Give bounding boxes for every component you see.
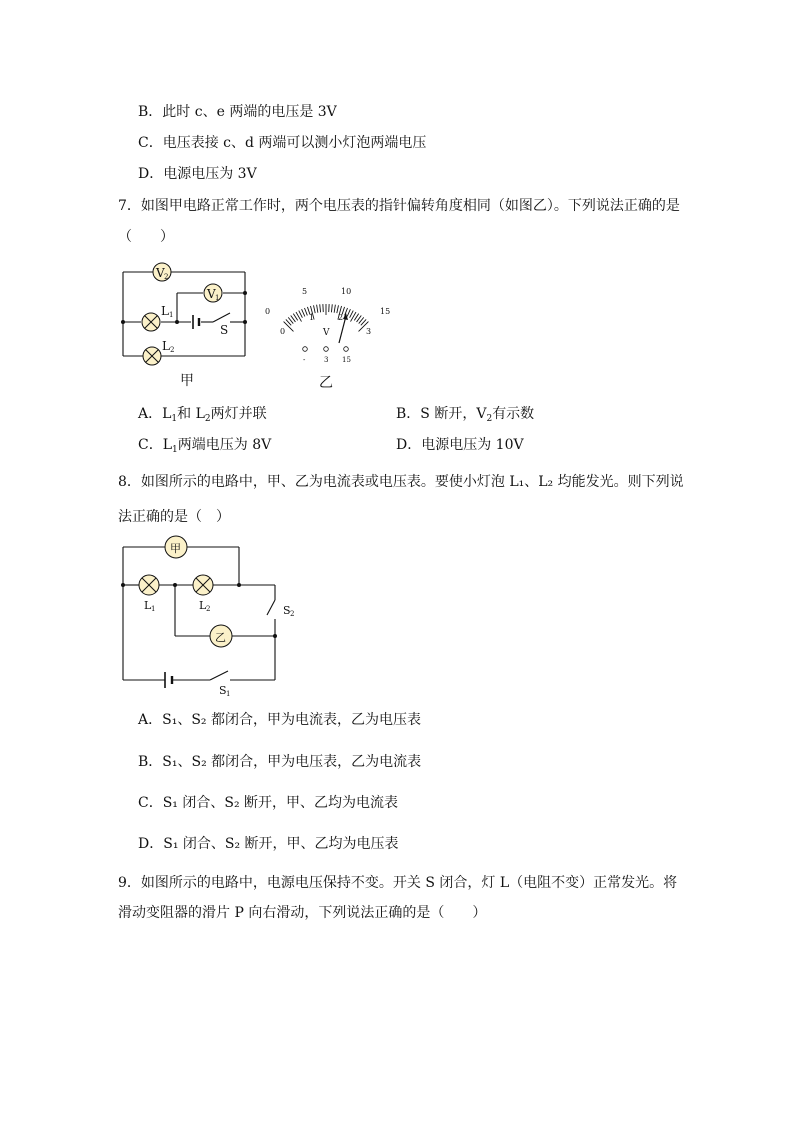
svg-text:10: 10 [341, 287, 352, 296]
svg-text:2: 2 [290, 610, 295, 618]
q7-voltmeter-dial [262, 286, 397, 366]
dial-tick [314, 305, 316, 313]
meter-jia-symbol [165, 536, 187, 558]
q7-answer-paren: （ ） [118, 229, 174, 245]
dial-tick [302, 309, 305, 316]
q8-option-d: D．S₁ 闭合、S₂ 断开，甲、乙均为电压表 [138, 836, 399, 852]
q7-figure-jia-caption: 甲 [180, 373, 194, 389]
q7-circuit-diagram [115, 258, 280, 388]
svg-text:0: 0 [265, 307, 271, 316]
meter-yi-symbol [210, 625, 232, 647]
q7-figure-yi-caption: 乙 [319, 375, 333, 391]
q8-option-c: C．S₁ 闭合、S₂ 断开，甲、乙均为电流表 [138, 795, 399, 811]
voltmeter-v1-symbol [204, 284, 222, 302]
q6-option-c: C．电压表接 c、d 两端可以测小灯泡两端电压 [138, 135, 427, 151]
svg-text:甲: 甲 [170, 542, 181, 555]
svg-text:1: 1 [151, 605, 156, 613]
svg-text:乙: 乙 [215, 631, 226, 644]
svg-text:15: 15 [342, 356, 351, 364]
svg-text:S: S [219, 684, 227, 697]
dial-tick [304, 308, 307, 315]
q9-stem-continued: 滑动变阻器的滑片 P 向右滑动，下列说法正确的是（ ） [118, 905, 487, 921]
lamp-l1-symbol [142, 313, 160, 331]
dial-tick [347, 309, 350, 316]
svg-text:-: - [303, 356, 306, 364]
svg-text:1: 1 [215, 294, 220, 302]
q8-option-a: A．S₁、S₂ 都闭合，甲为电流表，乙为电压表 [138, 712, 421, 728]
svg-text:2: 2 [170, 346, 175, 354]
svg-text:S: S [220, 323, 229, 337]
voltmeter-v2-symbol [153, 263, 171, 281]
dial-tick [299, 311, 303, 318]
svg-text:0: 0 [280, 327, 286, 336]
svg-text:L: L [144, 599, 152, 612]
svg-text:V: V [207, 287, 216, 301]
q7-option-c: C．$L_1$两端电压为 8V [138, 437, 272, 455]
dial-tick [331, 304, 332, 312]
q8-stem: 8．如图所示的电路中，甲、乙为电流表或电压表。要使小灯泡 L₁、L₂ 均能发光。则下列说 [118, 474, 684, 490]
q8-option-b: B．S₁、S₂ 都闭合，甲为电压表，乙为电流表 [138, 754, 422, 770]
svg-text:L: L [199, 599, 207, 612]
svg-text:5: 5 [302, 287, 308, 296]
svg-text:V: V [156, 266, 165, 280]
svg-text:S: S [283, 604, 291, 617]
q7-option-b: B．S 断开，$V_2$有示数 [396, 406, 535, 424]
svg-text:2: 2 [338, 313, 344, 322]
svg-text:2: 2 [206, 605, 211, 613]
dial-tick [334, 305, 335, 313]
q7-option-a: A．$L_1$和 $L_2$两灯并联 [138, 406, 267, 424]
svg-text:L: L [161, 304, 169, 318]
svg-text:L: L [162, 339, 170, 353]
q9-stem: 9．如图所示的电路中，电源电压保持不变。开关 S 闭合，灯 L（电阻不变）正常发光。将 [118, 875, 678, 891]
q8-circuit-diagram [115, 535, 295, 700]
lamp-l2-symbol [143, 347, 161, 365]
dial-tick [320, 304, 321, 312]
dial-tick [317, 305, 318, 313]
svg-text:3: 3 [324, 356, 329, 364]
svg-text:1: 1 [309, 313, 315, 322]
svg-text:1: 1 [226, 690, 231, 698]
svg-text:15: 15 [380, 307, 391, 316]
dial-tick [337, 305, 339, 313]
svg-text:1: 1 [169, 311, 174, 319]
lamp-l2-symbol [193, 575, 213, 595]
q7-stem: 7．如图甲电路正常工作时，两个电压表的指针偏转角度相同（如图乙）。下列说法正确的是 [118, 198, 680, 214]
q8-stem-continued: 法正确的是（ ） [118, 509, 230, 525]
svg-text:3: 3 [366, 327, 372, 336]
q7-option-d: D．电源电压为 10V [396, 437, 524, 453]
lamp-l1-symbol [139, 575, 159, 595]
q6-option-d: D．电源电压为 3V [138, 166, 257, 182]
dial-tick [350, 311, 354, 318]
svg-text:V: V [323, 328, 330, 338]
svg-text:2: 2 [164, 273, 169, 281]
q6-option-b: B．此时 c、e 两端的电压是 3V [138, 104, 337, 120]
